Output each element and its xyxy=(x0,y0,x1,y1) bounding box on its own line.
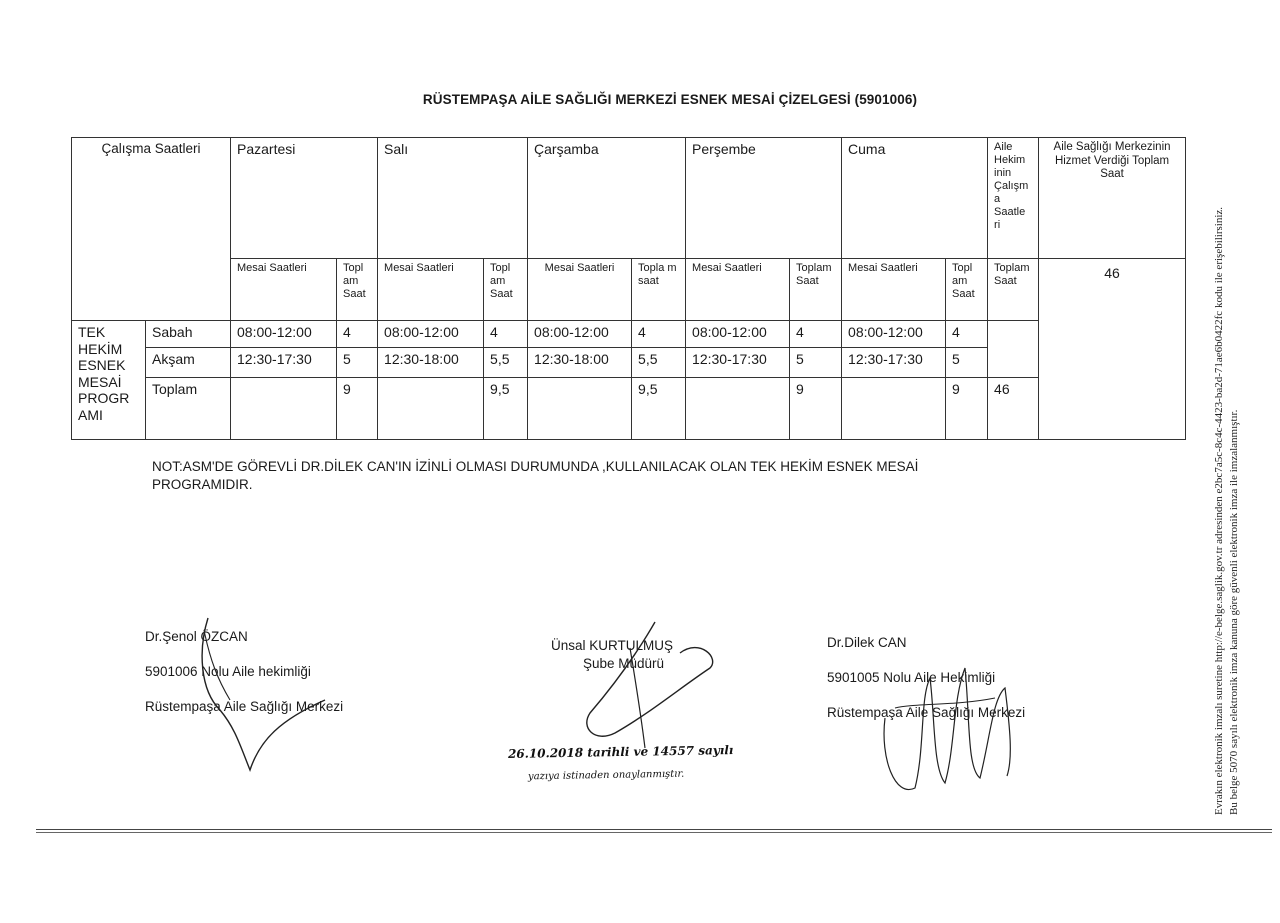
signer-name: Dr.Şenol ÖZCAN xyxy=(145,629,248,644)
wed-hours-subheader: Mesai Saatleri xyxy=(528,259,632,321)
day-header-tuesday: Salı xyxy=(378,138,528,259)
handwritten-approval-line1: 26.10.2018 tarihli ve 14557 sayılı xyxy=(507,743,734,761)
e-signature-line: Bu belge 5070 sayılı elektronik imza kanuna göre güvenli elektronik imza ile imzalanmıştır. xyxy=(1228,409,1240,815)
doctor-total-subheader: Toplam Saat xyxy=(988,259,1039,321)
wed-total-subheader: Topla m saat xyxy=(632,259,686,321)
cell-fri-evening: 12:30-17:30 xyxy=(842,348,946,378)
signer-title: Şube Müdürü xyxy=(583,656,665,671)
handwritten-signature-right xyxy=(875,658,1025,808)
mon-total-subheader: Topl am Saat xyxy=(337,259,378,321)
corner-header: Çalışma Saatleri xyxy=(72,138,231,321)
handwritten-signature-left xyxy=(190,610,330,780)
e-signature-notice xyxy=(1212,0,1242,815)
day-header-wednesday: Çarşamba xyxy=(528,138,686,259)
signer-name: Dr.Dilek CAN xyxy=(827,635,907,650)
cell-fri-total-blank xyxy=(842,378,946,440)
thu-total-subheader: Toplam Saat xyxy=(790,259,842,321)
cell-thu-evening: 12:30-17:30 xyxy=(686,348,790,378)
cell-thu-morning-total: 4 xyxy=(790,321,842,348)
thu-hours-subheader: Mesai Saatleri xyxy=(686,259,790,321)
cell-tue-morning-total: 4 xyxy=(484,321,528,348)
cell-mon-morning-total: 4 xyxy=(337,321,378,348)
cell-doctor-blank xyxy=(988,321,1039,378)
doctor-hours-header: Aile Hekim inin Çalışm a Saatle ri xyxy=(988,138,1039,259)
cell-wed-total: 9,5 xyxy=(632,378,686,440)
row-label-evening: Akşam xyxy=(146,348,231,378)
cell-wed-evening-total: 5,5 xyxy=(632,348,686,378)
cell-fri-total: 9 xyxy=(946,378,988,440)
cell-mon-total: 9 xyxy=(337,378,378,440)
signer-line: 5901005 Nolu Aile Hekimliği xyxy=(827,670,996,685)
cell-thu-total: 9 xyxy=(790,378,842,440)
row-label-total: Toplam xyxy=(146,378,231,440)
cell-fri-evening-total: 5 xyxy=(946,348,988,378)
cell-mon-evening-total: 5 xyxy=(337,348,378,378)
day-header-friday: Cuma xyxy=(842,138,988,259)
e-signature-line: Evrakın elektronik imzalı suretine http://e-belge.saglik.gov.tr adresinden e2bc7a5c-8c4c-4423-ba2d-71ae6b0422fc kodu ile erişebilirsiniz. xyxy=(1213,206,1225,815)
cell-doctor-total: 46 xyxy=(988,378,1039,440)
cell-tue-total: 9,5 xyxy=(484,378,528,440)
cell-wed-morning: 08:00-12:00 xyxy=(528,321,632,348)
handwritten-signature-middle xyxy=(560,618,730,758)
tue-total-subheader: Topl am Saat xyxy=(484,259,528,321)
day-header-thursday: Perşembe xyxy=(686,138,842,259)
cell-tue-evening-total: 5,5 xyxy=(484,348,528,378)
signer-name: Ünsal KURTULMUŞ xyxy=(551,638,674,653)
fri-hours-subheader: Mesai Saatleri xyxy=(842,259,946,321)
cell-mon-evening: 12:30-17:30 xyxy=(231,348,337,378)
cell-mon-morning: 08:00-12:00 xyxy=(231,321,337,348)
cell-fri-morning: 08:00-12:00 xyxy=(842,321,946,348)
schedule-table xyxy=(71,137,1186,440)
cell-thu-morning: 08:00-12:00 xyxy=(686,321,790,348)
cell-wed-evening: 12:30-18:00 xyxy=(528,348,632,378)
cell-wed-morning-total: 4 xyxy=(632,321,686,348)
cell-wed-total-blank xyxy=(528,378,632,440)
cell-thu-evening-total: 5 xyxy=(790,348,842,378)
bottom-rule xyxy=(36,829,1272,830)
table-row xyxy=(72,321,1186,348)
center-total-header: Aile Sağlığı Merkezinin Hizmet Verdiği Toplam Saat xyxy=(1039,138,1186,259)
note-text: NOT:ASM'DE GÖREVLİ DR.DİLEK CAN'IN İZİNLİ OLMASI DURUMUNDA ,KULLANILACAK OLAN TEK HEKİM ESNEK MESAİ PROGRAMIDIR. xyxy=(152,459,919,493)
center-total-value: 46 xyxy=(1039,259,1186,440)
cell-tue-morning: 08:00-12:00 xyxy=(378,321,484,348)
handwritten-approval-line2: yazıya istinaden onaylanmıştır. xyxy=(527,768,685,783)
mon-hours-subheader: Mesai Saatleri xyxy=(231,259,337,321)
bottom-rule xyxy=(36,832,1272,833)
cell-tue-total-blank xyxy=(378,378,484,440)
day-header-monday: Pazartesi xyxy=(231,138,378,259)
signer-line: Rüstempaşa Aile Sağlığı Merkezi xyxy=(827,705,1026,720)
signer-line: Rüstempaşa Aile Sağlığı Merkezi xyxy=(145,699,344,714)
program-label: TEK HEKİM ESNEK MESAİ PROGR AMI xyxy=(72,321,146,440)
signer-line: 5901006 Nolu Aile hekimliği xyxy=(145,664,311,679)
cell-mon-total-blank xyxy=(231,378,337,440)
table-row xyxy=(72,378,1186,440)
row-label-morning: Sabah xyxy=(146,321,231,348)
tue-hours-subheader: Mesai Saatleri xyxy=(378,259,484,321)
fri-total-subheader: Topl am Saat xyxy=(946,259,988,321)
cell-fri-morning-total: 4 xyxy=(946,321,988,348)
cell-tue-evening: 12:30-18:00 xyxy=(378,348,484,378)
cell-thu-total-blank xyxy=(686,378,790,440)
document-title: RÜSTEMPAŞA AİLE SAĞLIĞI MERKEZİ ESNEK MESAİ ÇİZELGESİ (5901006) xyxy=(422,92,918,107)
